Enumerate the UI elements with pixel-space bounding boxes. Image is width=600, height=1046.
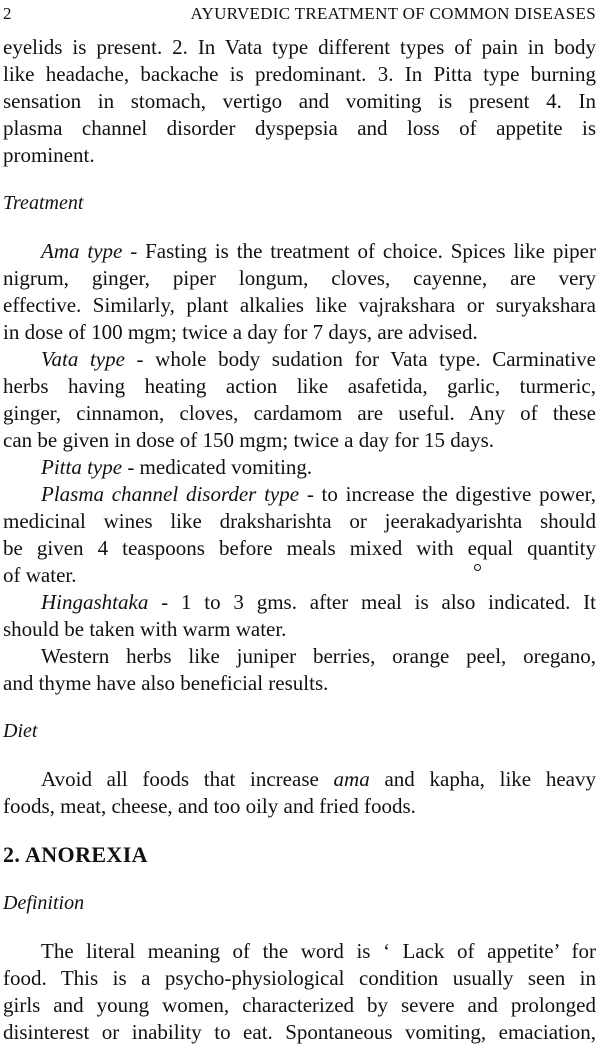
text-line	[41, 589, 596, 616]
text-span: - to increase the digestive power,	[299, 482, 596, 506]
text-line: ginger, cinnamon, cloves, cardamom are useful. Any of these	[3, 401, 596, 425]
text-span: Avoid all foods that increase	[41, 767, 334, 791]
text-line	[41, 238, 596, 265]
text-line: girls and young women, characterized by severe and prolonged	[3, 993, 596, 1017]
text-line: sensation in stomach, vertigo and vomiting is present 4. In	[3, 89, 596, 113]
text-line: plasma channel disorder dyspepsia and loss of appetite is	[3, 116, 596, 140]
text-line: foods, meat, cheese, and too oily and fried foods.	[3, 794, 416, 818]
text-line: be given 4 teaspoons before meals mixed with equal quantity	[3, 536, 596, 560]
running-head	[3, 2, 596, 26]
running-head-title: AYURVEDIC TREATMENT OF COMMON DISEASES	[190, 4, 596, 23]
term-ama: ama	[333, 767, 370, 791]
text-line	[41, 766, 596, 793]
text-span: - 1 to 3 gms. after meal is also indicated. It	[148, 590, 596, 614]
text-line: food. This is a psycho-physiological condition usually seen in	[3, 966, 596, 990]
text-line	[41, 454, 596, 481]
subheading-definition: Definition	[3, 892, 85, 914]
text-line: effective. Similarly, plant alkalies like vajrakshara or suryakshara	[3, 293, 596, 317]
text-line: herbs having heating action like asafetida, garlic, turmeric,	[3, 374, 596, 398]
text-span: - Fasting is the treatment of choice. Spices like piper	[122, 239, 596, 263]
text-line	[41, 346, 596, 373]
text-line: can be given in dose of 150 mgm; twice a day for 15 days.	[3, 428, 495, 452]
text-line: The literal meaning of the word is ‘ Lack of appetite’ for	[41, 939, 596, 963]
text-line: disinterest or inability to eat. Spontaneous vomiting, emaciation,	[3, 1020, 596, 1044]
term-vata-type: Vata type	[41, 347, 125, 371]
text-line: prominent.	[3, 143, 95, 167]
text-span: - medicated vomiting.	[122, 455, 313, 479]
term-ama-type: Ama type	[41, 239, 123, 263]
text-line: like headache, backache is predominant. 3. In Pitta type burning	[3, 62, 596, 86]
term-hingashtaka: Hingashtaka	[41, 590, 149, 614]
text-line: should be taken with warm water.	[3, 617, 287, 641]
subheading-treatment: Treatment	[3, 192, 84, 214]
text-line: nigrum, ginger, piper longum, cloves, cayenne, are very	[3, 266, 596, 290]
text-line: eyelids is present. 2. In Vata type different types of pain in body	[3, 35, 596, 59]
section-heading-anorexia: 2. ANOREXIA	[3, 842, 148, 867]
stray-print-mark	[474, 564, 481, 571]
page-number: 2	[3, 4, 12, 23]
text-line: medicinal wines like draksharishta or jeerakadyarishta should	[3, 509, 596, 533]
term-plasma-channel-type: Plasma channel disorder type	[41, 482, 300, 506]
text-line: of water.	[3, 563, 77, 587]
text-line	[41, 481, 596, 508]
text-line: in dose of 100 mgm; twice a day for 7 days, are advised.	[3, 320, 478, 344]
text-line: Western herbs like juniper berries, orange peel, oregano,	[41, 644, 596, 668]
text-line: and thyme have also beneficial results.	[3, 671, 329, 695]
text-span: - whole body sudation for Vata type. Carminative	[124, 347, 596, 371]
subheading-diet: Diet	[3, 720, 38, 742]
text-span: and kapha, like heavy	[369, 767, 596, 791]
term-pitta-type: Pitta type	[41, 455, 123, 479]
